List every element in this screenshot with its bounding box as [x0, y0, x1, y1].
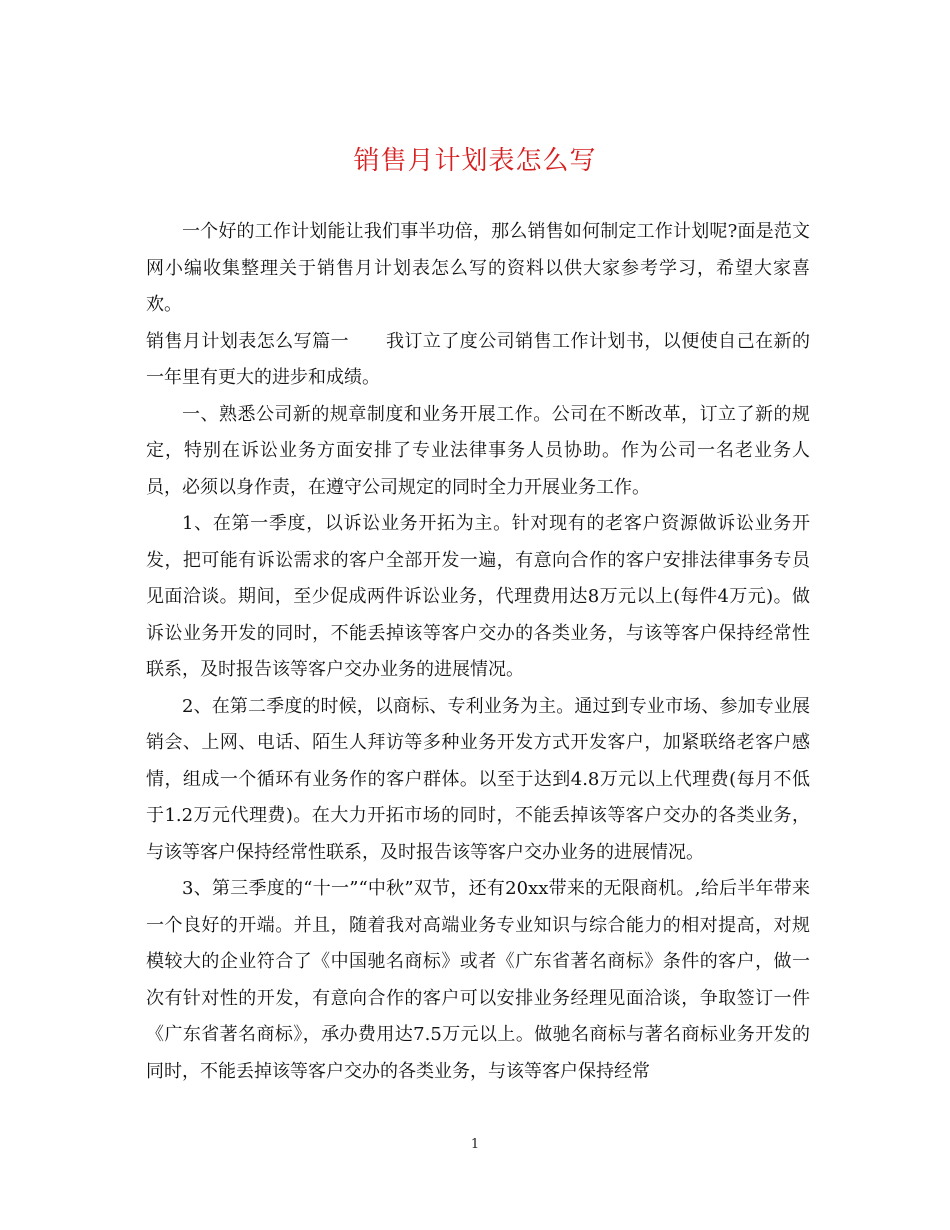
quarter-1-paragraph: 1、在第一季度，以诉讼业务开拓为主。针对现有的老客户资源做诉讼业务开发，把可能有诉讼需求的客户全部开发一遍，有意向合作的客户安排法律事务专员见面洽谈。期间，至少促成两件诉讼业务，代理费用达8万元以上(每件4万元)。做诉讼业务开发的同时，不能丢掉该等客户交办的各类业务，与该等客户保持经常性联系，及时报告该等客户交办业务的进展情况。: [146, 513, 810, 680]
document-title: 销售月计划表怎么写: [353, 146, 597, 176]
point-1-paragraph: 一、熟悉公司新的规章制度和业务开展工作。公司在不断改革，订立了新的规定，特别在诉讼业务方面安排了专业法律事务人员协助。作为公司一名老业务人员，必须以身作责，在遵守公司规定的同时全力开展业务工作。: [146, 403, 810, 498]
section-heading-line: 销售月计划表怎么写篇一 我订立了度公司销售工作计划书，以便使自己在新的一年里有更大的进步和成绩。: [146, 330, 810, 388]
intro-paragraph: 一个好的工作计划能让我们事半功倍，那么销售如何制定工作计划呢?面是范文网小编收集整理关于销售月计划表怎么写的资料以供大家参考学习，希望大家喜欢。: [146, 221, 810, 315]
quarter-3-paragraph: 3、第三季度的“十一”“中秋”双节，还有20xx带来的无限商机。,给后半年带来一个良好的开端。并且，随着我对高端业务专业知识与综合能力的相对提高，对规模较大的企业符合了《中国驰名商标》或者《广东省著名商标》条件的客户，做一次有针对性的开发，有意向合作的客户可以安排业务经理见面洽谈，争取签订一件《广东省著名商标》，承办费用达7.5万元以上。做驰名商标与著名商标业务开发的同时，不能丢掉该等客户交办的各类业务，与该等客户保持经常: [146, 878, 810, 1082]
page-number: 1: [470, 1137, 480, 1152]
quarter-2-paragraph: 2、在第二季度的时候，以商标、专利业务为主。通过到专业市场、参加专业展销会、上网、电话、陌生人拜访等多种业务开发方式开发客户，加紧联络老客户感情，组成一个循环有业务作的客户群体。以至于达到4.8万元以上代理费(每月不低于1.2万元代理费)。在大力开拓市场的同时，不能丢掉该等客户交办的各类业务，与该等客户保持经常性联系，及时报告该等客户交办业务的进展情况。: [146, 695, 810, 863]
document-body: [146, 214, 810, 1090]
